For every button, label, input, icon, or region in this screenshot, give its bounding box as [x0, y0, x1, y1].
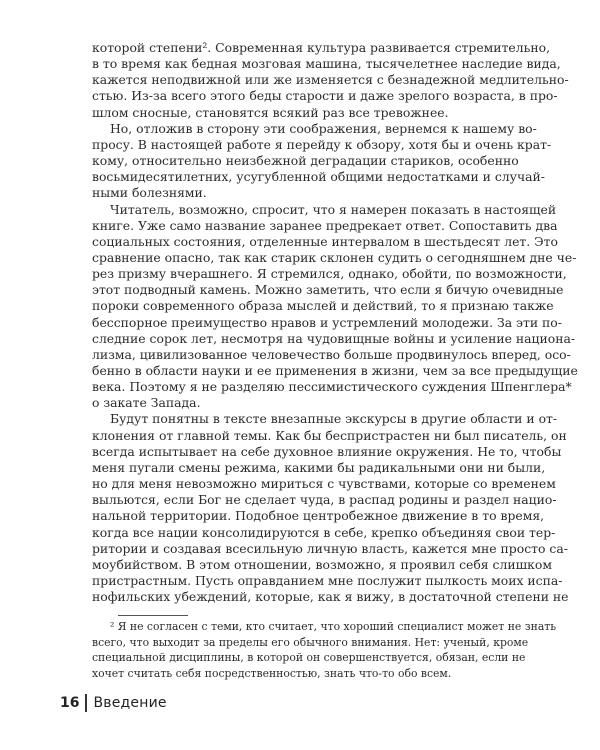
body-line: ными болезнями. — [92, 185, 207, 201]
paragraph-first-line: Будут понятны в тексте внезапные экскурсы в другие области и от- — [110, 411, 558, 427]
footnote-line: специальной дисциплины, в которой он совершенствуется, обязан, если не — [92, 651, 526, 665]
body-line: социальных состояния, отделенные интервалом в шестьдесят лет. Это — [92, 233, 558, 249]
body-line: которой степени². Современная культура развивается стремительно, — [92, 40, 551, 55]
body-line: этот подводный камень. Можно заметить, что если я бичую очевидные — [92, 282, 564, 298]
body-line: просу. В настоящей работе я перейду к обзору, хотя бы и очень крат- — [92, 136, 552, 152]
body-line: но для меня невозможно мириться с чувствами, которые со временем — [92, 476, 556, 492]
section-title: Введение — [93, 695, 167, 712]
body-line: века. Поэтому я не разделяю пессимистического суждения Шпенглера* — [92, 379, 572, 395]
body-line: моубийством. В этом отношении, возможно, я проявил себя слишком — [92, 556, 552, 572]
page-number: 16 — [60, 695, 80, 712]
body-line: бесспорное преимущество нравов и устремлений молодежи. За эти по- — [92, 314, 562, 330]
footnote-rule — [118, 615, 188, 616]
body-line: клонения от главной темы. Как бы беспристрастен ни был писатель, он — [92, 427, 567, 443]
body-line: меня пугали смены режима, какими бы радикальными они ни были, — [92, 459, 546, 475]
page-footer — [60, 693, 167, 713]
body-line: следние сорок лет, несмотря на чудовищные войны и усиление национа- — [92, 330, 576, 346]
footnote-line: ² Я не согласен с теми, кто считает, что хороший специалист может не знать — [110, 620, 557, 634]
body-line: в то время как бедная мозговая машина, тысячелетнее наследие вида, — [92, 56, 561, 72]
paragraph-first-line: Читатель, возможно, спросит, что я намерен показать в настоящей — [110, 201, 557, 217]
body-line: о закате Запада. — [92, 395, 201, 411]
body-line: кому, относительно неизбежной деградации стариков, особенно — [92, 153, 519, 169]
body-line: шлом сносные, становятся всякий раз все тревожнее. — [92, 104, 449, 120]
body-line: сравнение опасно, так как старик склонен судить о сегодняшнем дне че- — [92, 249, 577, 265]
body-line: кажется неподвижной или же изменяется с безнадежной медлительно- — [92, 72, 569, 88]
footnote-line: всего, что выходит за пределы его обычного внимания. Нет: ученый, кроме — [92, 635, 529, 649]
body-line: пристрастным. Пусть оправданием мне послужит пылкость моих испа- — [92, 572, 563, 588]
body-line: рез призму вчерашнего. Я стремился, однако, обойти, по возможности, — [92, 266, 567, 282]
body-line: нальной территории. Подобное центробежное движение в то время, — [92, 508, 545, 524]
body-line: стью. Из-за всего этого беды старости и даже зрелого возраста, в про- — [92, 88, 558, 104]
body-line: когда все нации консолидируются в себе, крепко объединяя свои тер- — [92, 524, 556, 540]
footnote-line: хочет считать себя посредственностью, знать что-то обо всем. — [92, 666, 452, 680]
body-line: нофильских убеждений, которые, как я вижу, в достаточной степени не — [92, 589, 569, 605]
body-line: лизма, цивилизованное человечество больше продвинулось вперед, осо- — [92, 346, 571, 362]
footer-divider — [85, 694, 87, 712]
body-line: выльются, если Бог не сделает чуда, в распад родины и раздел нацио- — [92, 492, 557, 508]
body-line: книге. Уже само название заранее предрекает ответ. Сопоставить два — [92, 217, 558, 233]
body-line: ритории и создавая всесильную личную власть, кажется мне просто са- — [92, 540, 568, 556]
body-line: всегда испытывает на себе духовное влияние окружения. Не то, чтобы — [92, 443, 562, 459]
paragraph-first-line: Но, отложив в сторону эти соображения, вернемся к нашему во- — [110, 120, 537, 136]
body-line: бенно в области науки и ее применения в жизни, чем за все предыдущие — [92, 363, 578, 378]
body-line: восьмидесятилетних, усугубленной общими недостатками и случай- — [92, 169, 545, 185]
body-line: пороки современного образа мыслей и действий, то я признаю также — [92, 298, 554, 314]
